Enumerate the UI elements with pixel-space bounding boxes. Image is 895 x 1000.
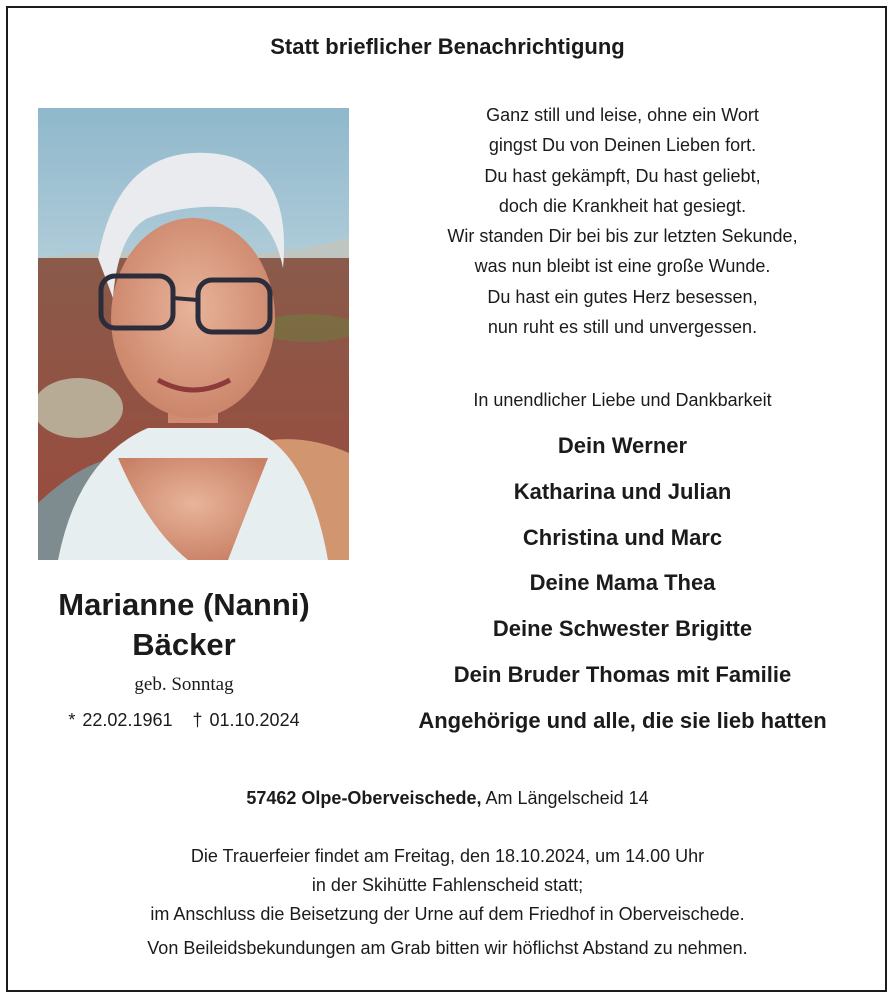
mourner: Dein Werner (557, 433, 688, 458)
deceased-last-name: Bäcker (132, 627, 236, 662)
poem-line: gingst Du von Deinen Lieben fort. (488, 135, 757, 156)
funeral-line: im Anschluss die Beisetzung der Urne auf dem Friedhof in Oberveischede. (150, 904, 745, 924)
funeral-line: in der Skihütte Fahlenscheid statt; (311, 875, 584, 895)
dedication-intro: In unendlicher Liebe und Dankbarkeit (473, 390, 772, 410)
mourner: Christina und Marc (522, 524, 723, 550)
poem (400, 100, 845, 342)
death-date: † 01.10.2024 (192, 710, 300, 730)
portrait-photo (38, 108, 349, 560)
birth-date: * 22.02.1961 (68, 710, 173, 730)
condolence-note: Von Beileidsbekundungen am Grab bitten wir höflichst Abstand zu nehmen. (147, 938, 748, 958)
portrait-illustration (38, 108, 349, 560)
poem-line: Du hast ein gutes Herz besessen, (487, 286, 758, 307)
poem-line: Du hast gekämpft, Du hast geliebt, (484, 165, 761, 186)
poem-line: nun ruht es still und unvergessen. (487, 317, 758, 338)
poem-line: Wir standen Dir bei bis zur letzten Sekunde, (447, 226, 798, 247)
deceased-name (18, 585, 350, 665)
mourner: Deine Mama Thea (529, 570, 716, 596)
mourner: Katharina und Julian (513, 478, 732, 504)
funeral-line: Die Trauerfeier findet am Freitag, den 18.10.2024, um 14.00 Uhr (190, 846, 705, 866)
notice-header: Statt brieflicher Benachrichtigung (270, 34, 625, 59)
mourners-list (380, 428, 865, 749)
mourner: Angehörige und alle, die sie lieb hatten (418, 707, 827, 733)
funeral-details (0, 842, 895, 929)
deceased-first-name: Marianne (Nanni) (58, 587, 310, 622)
life-dates (18, 710, 350, 731)
address-street: Am Längelscheid 14 (485, 788, 649, 808)
poem-line: Ganz still und leise, ohne ein Wort (486, 105, 759, 125)
maiden-name: geb. Sonntag (134, 674, 234, 695)
poem-line: doch die Krankheit hat gesiegt. (498, 195, 747, 216)
mourner: Dein Bruder Thomas mit Familie (453, 661, 792, 687)
address-city: 57462 Olpe-Oberveischede, (246, 788, 482, 808)
mourner: Deine Schwester Brigitte (492, 616, 753, 642)
address (0, 788, 895, 809)
poem-line: was nun bleibt ist eine große Wunde. (474, 256, 771, 277)
